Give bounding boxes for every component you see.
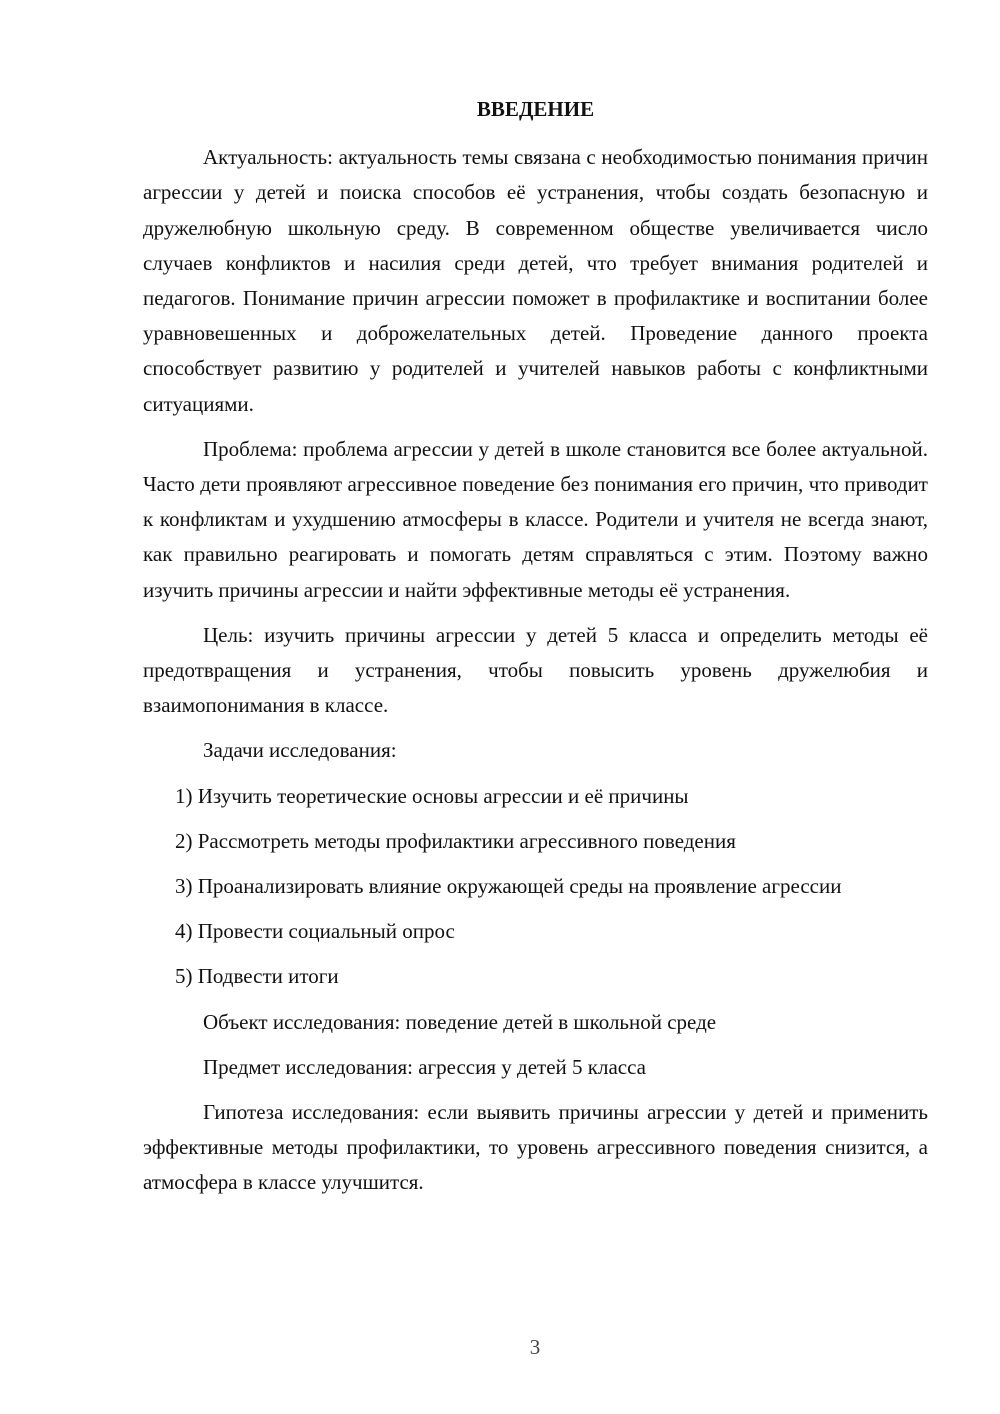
paragraph-problem: Проблема: проблема агрессии у детей в школе становится все более актуальной. Часто дети проявляют агрессивное поведение без понимания его причин, что приводит к конфликтам и ухудшению атмосферы в классе. Родители и учителя не всегда знают, как правильно реагировать и помогать детям справляться с этим. Поэтому важно изучить причины агрессии и найти эффективные методы её устранения. [143, 436, 928, 602]
tasks-heading: Задачи исследования: [203, 738, 397, 763]
paragraph-relevance: Актуальность: актуальность темы связана с необходимостью понимания причин агрессии у детей и поиска способов её устранения, чтобы создать безопасную и дружелюбную школьную среду. В современном обществе увеличивается число случаев конфликтов и насилия среди детей, что требует внимания родителей и педагогов. Понимание причин агрессии поможет в профилактике и воспитании более уравновешенных и доброжелательных детей. Проведение данного проекта способствует развитию у родителей и учителей навыков работы с конфликтными ситуациями. [143, 145, 928, 416]
paragraph-hypothesis: Гипотеза исследования: если выявить причины агрессии у детей и применить эффективные методы профилактики, то уровень агрессивного поведения снизится, а атмосфера в классе улучшится. [143, 1100, 928, 1195]
page-number: 3 [529, 1335, 541, 1359]
page-title: ВВЕДЕНИЕ [476, 97, 595, 121]
tasks-list [143, 779, 928, 995]
document-page [143, 92, 928, 1201]
list-item-task-2: 2) Рассмотреть методы профилактики агрессивного поведения [175, 828, 736, 853]
paragraph-goal: Цель: изучить причины агрессии у детей 5 класса и определить методы её предотвращения и устранения, чтобы повысить уровень дружелюбия и взаимопонимания в классе. [143, 622, 928, 718]
paragraph-object: Объект исследования: поведение детей в школьной среде [203, 1009, 717, 1034]
list-item-task-5: 5) Подвести итоги [175, 964, 339, 989]
list-item-task-4: 4) Провести социальный опрос [175, 919, 455, 944]
list-item-task-1: 1) Изучить теоретические основы агрессии и её причины [175, 783, 689, 808]
paragraph-subject: Предмет исследования: агрессия у детей 5 класса [203, 1054, 646, 1079]
list-item-task-3: 3) Проанализировать влияние окружающей среды на проявление агрессии [175, 874, 842, 899]
